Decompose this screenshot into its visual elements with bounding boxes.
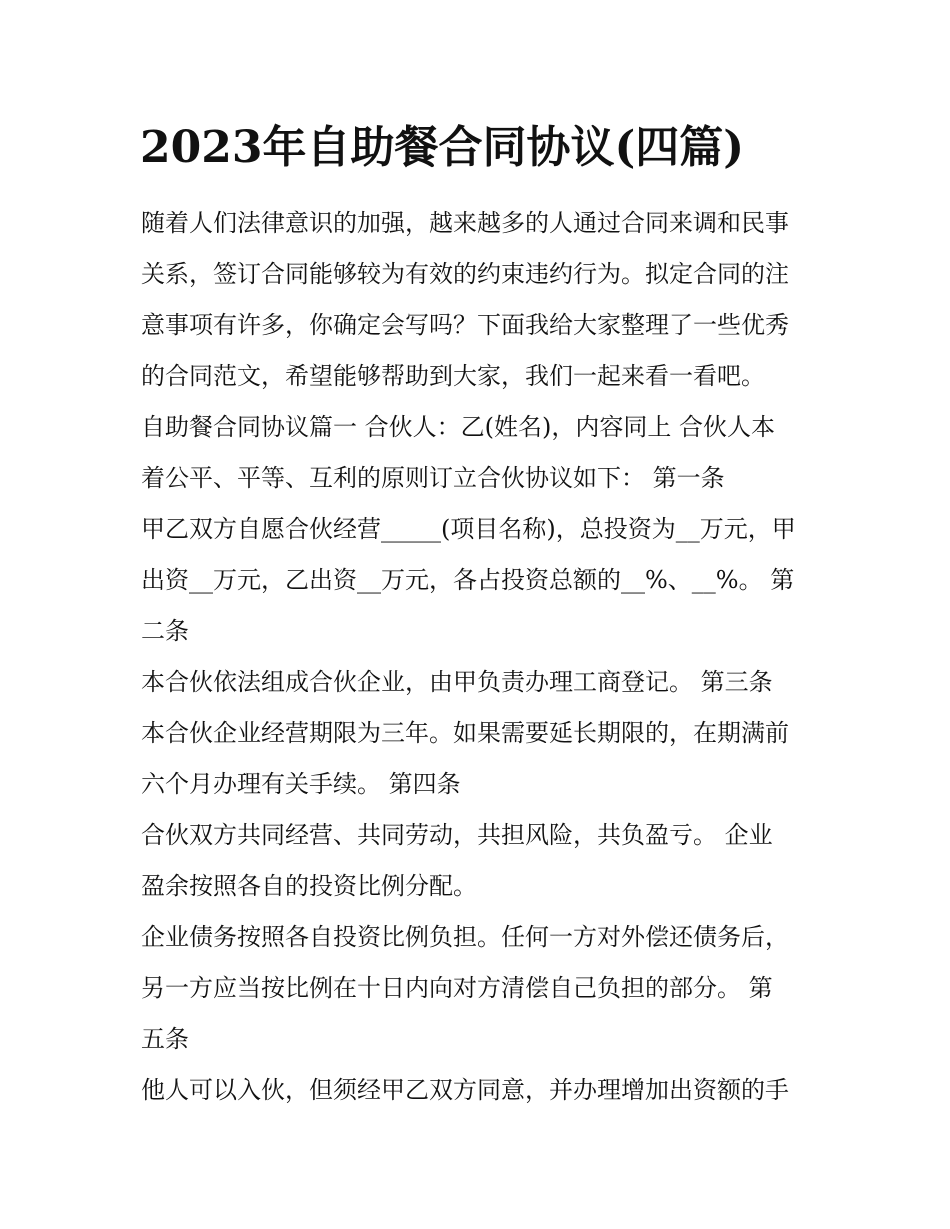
text-line: 他人可以入伙，但须经甲乙双方同意，并办理增加出资额的手 [141,1076,789,1104]
document-title: 2023年自助餐合同协议(四篇) [140,122,745,173]
text-line: 合伙双方共同经营、共同劳动，共担风险，共负盈亏。 企业 [141,821,773,849]
text-line: 的合同范文，希望能够帮助到大家，我们一起来看一看吧。 [141,362,765,390]
text-line: 随着人们法律意识的加强，越来越多的人通过合同来调和民事 [141,209,789,237]
text-line: 着公平、平等、互利的原则订立合伙协议如下： 第一条 [141,464,725,492]
text-line: 五条 [141,1025,189,1053]
text-line: 另一方应当按比例在十日内向对方清偿自己负担的部分。 第 [141,974,773,1002]
text-line: 盈余按照各自的投资比例分配。 [141,872,477,900]
text-line: 出资__万元，乙出资__万元，各占投资总额的__%、__%。 第 [141,566,795,594]
text-line: 意事项有许多，你确定会写吗？下面我给大家整理了一些优秀 [141,311,789,339]
text-line: 自助餐合同协议篇一 合伙人：乙(姓名)，内容同上 合伙人本 [141,413,775,441]
text-line: 本合伙企业经营期限为三年。如果需要延长期限的，在期满前 [141,719,789,747]
text-line: 二条 [141,617,189,645]
text-line: 甲乙双方自愿合伙经营_____(项目名称)，总投资为__万元，甲 [141,515,796,543]
text-line: 关系，签订合同能够较为有效的约束违约行为。拟定合同的注 [141,260,789,288]
document-body [141,198,821,1116]
text-line: 本合伙依法组成合伙企业，由甲负责办理工商登记。 第三条 [141,668,773,696]
text-line: 企业债务按照各自投资比例负担。任何一方对外偿还债务后， [141,923,789,951]
text-line: 六个月办理有关手续。 第四条 [141,770,461,798]
